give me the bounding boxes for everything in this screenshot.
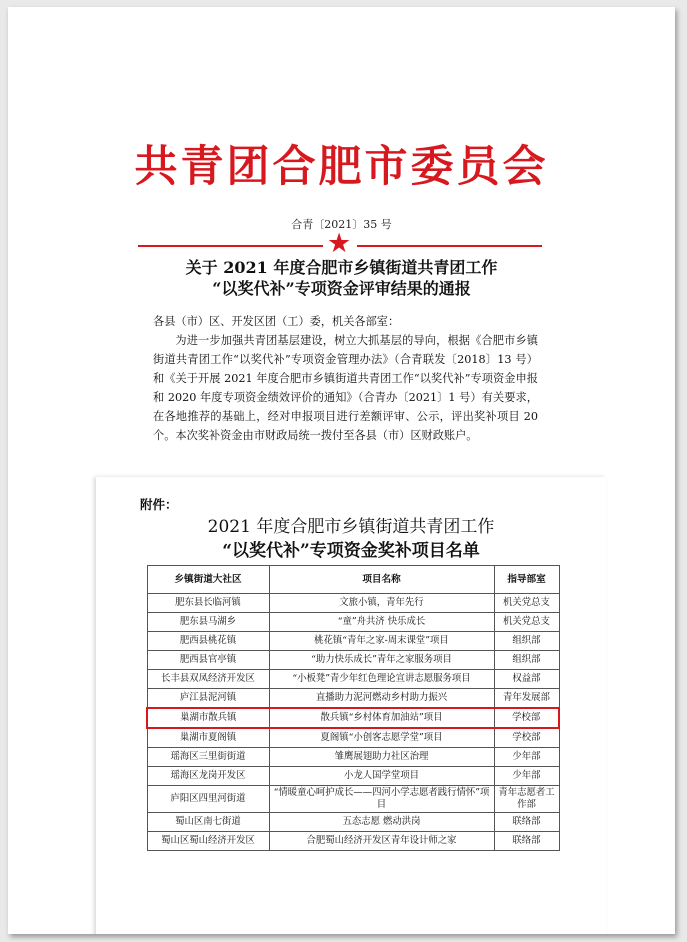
- star-icon: ★: [327, 228, 352, 259]
- notice-title-line2: “以奖代补”专项资金评审结果的通报: [212, 279, 471, 298]
- cell-department: 机关党总支: [494, 594, 559, 613]
- cell-area: 瑶海区三里街街道: [147, 748, 269, 767]
- cell-department: 权益部: [494, 670, 559, 689]
- cell-department: 青年发展部: [494, 689, 559, 709]
- cell-department: 组织部: [494, 651, 559, 670]
- table-row: [147, 594, 559, 613]
- attachment-label: 附件：: [140, 497, 178, 512]
- cell-project: “小板凳”青少年红色理论宣讲志愿服务项目: [269, 670, 494, 689]
- cell-project: 雏鹰展翅助力社区治理: [269, 748, 494, 767]
- attachment-title-line1: 2021 年度合肥市乡镇街道共青团工作: [207, 517, 495, 537]
- body-paragraph: 为进一步加强共青团基层建设，树立大抓基层的导向，根据《合肥市乡镇街道共青团工作“以奖代补”专项资金管理办法》（合青联发〔2018〕13 号）和《关于开展 2021 年度合肥市乡镇街道共青团工作“以奖代补”专项资金申报和 2020 年度专项资金绩效评价的通知》（合青办〔2021〕1 号）有关要求，在各地推荐的基础上，经对申报项目进行差额评审、公示，评出奖补项目 20 个。本次奖补资金由市财政局统一拨付至各县（市）区财政账户。: [153, 334, 538, 442]
- table-row: [147, 651, 559, 670]
- cell-area: 肥东县马湖乡: [147, 613, 269, 632]
- cell-project: “情暖童心呵护成长——四河小学志愿者践行情怀”项目: [269, 786, 494, 813]
- notice-title-line1: 关于 2021 年度合肥市乡镇街道共青团工作: [185, 258, 498, 277]
- notice-title: [8, 257, 675, 299]
- cell-project: “助力快乐成长”青年之家服务项目: [269, 651, 494, 670]
- cell-department: 青年志愿者工作部: [494, 786, 559, 813]
- column-header-project: 项目名称: [269, 566, 494, 594]
- table-row: [147, 632, 559, 651]
- attachment-title-line2: “以奖代补”专项资金奖补项目名单: [222, 541, 480, 561]
- cell-project: 五态志愿 燃动洪岗: [269, 813, 494, 832]
- cell-project: 直播助力泥河燃动乡村助力振兴: [269, 689, 494, 709]
- cell-project: “童”舟共济 快乐成长: [269, 613, 494, 632]
- cell-area: 瑶海区龙岗开发区: [147, 767, 269, 786]
- cell-project: 文旅小镇，青年先行: [269, 594, 494, 613]
- cell-department: 学校部: [494, 708, 559, 728]
- org-title: 共青团合肥市委员会: [134, 142, 549, 192]
- document-number: 合青〔2021〕35 号: [291, 218, 392, 231]
- cell-area: 肥西县桃花镇: [147, 632, 269, 651]
- cell-department: 少年部: [494, 767, 559, 786]
- cell-area: 肥西县官亭镇: [147, 651, 269, 670]
- table-row: [147, 689, 559, 709]
- column-header-area: 乡镇街道大社区: [147, 566, 269, 594]
- table-row: [147, 786, 559, 813]
- cell-project: 小龙人国学堂项目: [269, 767, 494, 786]
- notice-body: [153, 312, 538, 445]
- award-table: [146, 565, 560, 851]
- table-row: [147, 613, 559, 632]
- table-header-row: [147, 566, 559, 594]
- cell-area: 庐江县泥河镇: [147, 689, 269, 709]
- salutation: 各县（市）区、开发区团（工）委，机关各部室：: [153, 315, 400, 328]
- cell-department: 联络部: [494, 813, 559, 832]
- cell-project: 夏阁镇“小创客志愿学堂”项目: [269, 728, 494, 748]
- header-rule-right: [357, 245, 542, 247]
- cell-area: 巢湖市散兵镇: [147, 708, 269, 728]
- cell-area: 蜀山区南七街道: [147, 813, 269, 832]
- cell-project: 桃花镇“青年之家-周末课堂”项目: [269, 632, 494, 651]
- cell-area: 蜀山区蜀山经济开发区: [147, 832, 269, 851]
- table-row: [147, 748, 559, 767]
- cell-area: 庐阳区四里河街道: [147, 786, 269, 813]
- document-page: [8, 7, 675, 934]
- table-row: [147, 832, 559, 851]
- cell-project: 合肥蜀山经济开发区青年设计师之家: [269, 832, 494, 851]
- cell-department: 联络部: [494, 832, 559, 851]
- table-row-highlighted: [147, 708, 559, 728]
- header-rule-left: [138, 245, 323, 247]
- table-row: [147, 728, 559, 748]
- table-row: [147, 767, 559, 786]
- table-row: [147, 670, 559, 689]
- table-row: [147, 813, 559, 832]
- cell-department: 学校部: [494, 728, 559, 748]
- cell-area: 肥东县长临河镇: [147, 594, 269, 613]
- cell-department: 少年部: [494, 748, 559, 767]
- cell-department: 机关党总支: [494, 613, 559, 632]
- column-header-department: 指导部室: [494, 566, 559, 594]
- cell-area: 长丰县双凤经济开发区: [147, 670, 269, 689]
- cell-project: 散兵镇“乡村体育加油站”项目: [269, 708, 494, 728]
- attachment-title: [96, 515, 606, 563]
- cell-department: 组织部: [494, 632, 559, 651]
- attachment-page: [96, 477, 606, 934]
- cell-area: 巢湖市夏阁镇: [147, 728, 269, 748]
